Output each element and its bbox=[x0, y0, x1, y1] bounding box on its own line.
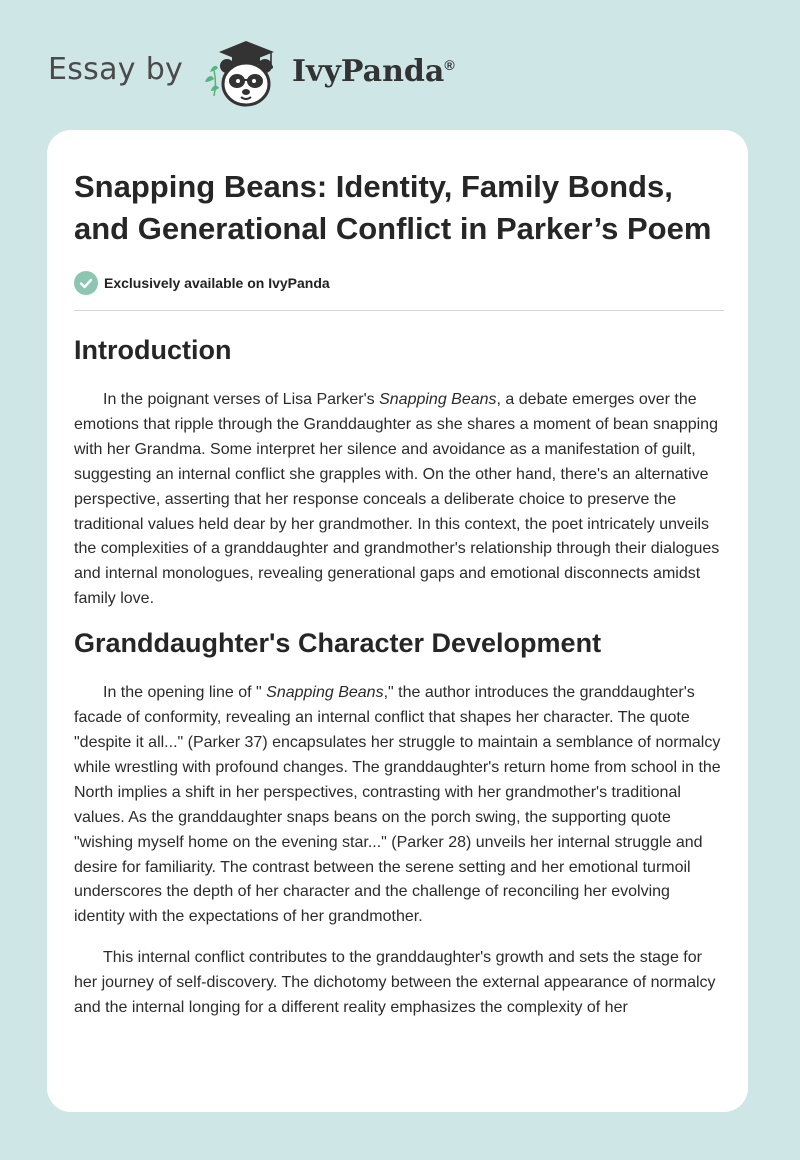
essay-card bbox=[47, 130, 748, 1112]
section-heading-character-development: Granddaughter's Character Development bbox=[74, 628, 602, 659]
paragraph-character-2: This internal conflict contributes to the granddaughter's growth and sets the stage for her journey of self-discovery. The dichotomy between the external appearance of normalcy and the internal longing for a different reality emphasizes the complexity of her bbox=[74, 949, 716, 1017]
section-heading-introduction: Introduction bbox=[74, 335, 232, 365]
check-circle-icon bbox=[74, 271, 98, 295]
paragraph-text: In the opening line of " bbox=[103, 684, 267, 702]
brand-name-text: IvyPanda bbox=[292, 54, 445, 89]
paragraph-introduction bbox=[74, 388, 724, 612]
essay-by-label: Essay by bbox=[48, 52, 184, 87]
essay-content bbox=[74, 166, 724, 1021]
paragraph-character-1 bbox=[74, 681, 724, 930]
exclusive-badge bbox=[74, 269, 724, 297]
title-divider bbox=[74, 310, 724, 311]
paragraph-text: In the poignant verses of Lisa Parker's bbox=[103, 391, 380, 408]
essay-title: Snapping Beans: Identity, Family Bonds, and Generational Conflict in Parker’s Poem bbox=[74, 169, 712, 246]
brand-name[interactable] bbox=[292, 54, 455, 89]
registered-mark: ® bbox=[444, 57, 455, 73]
ivypanda-logo-icon[interactable] bbox=[200, 36, 286, 108]
exclusive-label: Exclusively available on IvyPanda bbox=[104, 275, 330, 291]
poem-title-italic: Snapping Beans bbox=[379, 391, 497, 408]
paragraph-text: ," the author introduces the granddaughter's facade of conformity, revealing an internal conflict that shapes her character. The quote "despite it all..." (Parker 37) encapsulates her struggle to maintain a semblance of normalcy while wrestling with profound changes. The granddaughter's return home from school in the North implies a shift in her perspectives, contrasting with her grandmother's traditional values. As the granddaughter snaps beans on the porch swing, the supporting quote "wishing myself home on the evening star..." (Parker 28) unveils her internal struggle and desire for familiarity. The contrast between the serene setting and her emotional turmoil underscores the depth of her character and the challenge of reconciling her evolving identity with the expectations of her grandmother. bbox=[74, 684, 721, 926]
paragraph-text: , a debate emerges over the emotions that ripple through the Granddaughter as she shares a moment of bean snapping with her Grandma. Some interpret her silence and avoidance as a manifestation of guilt, suggesting an internal conflict she grapples with. On the other hand, there's an alternative perspective, asserting that her response conceals a deliberate choice to preserve the traditional values held dear by her grandmother. In this context, the poet intricately unveils the complexities of a granddaughter and grandmother's relationship through their dialogues and internal monologues, revealing generational gaps and emotional disconnects amidst family love. bbox=[74, 391, 720, 608]
site-header bbox=[0, 0, 800, 130]
poem-title-italic: Snapping Beans bbox=[266, 684, 384, 702]
